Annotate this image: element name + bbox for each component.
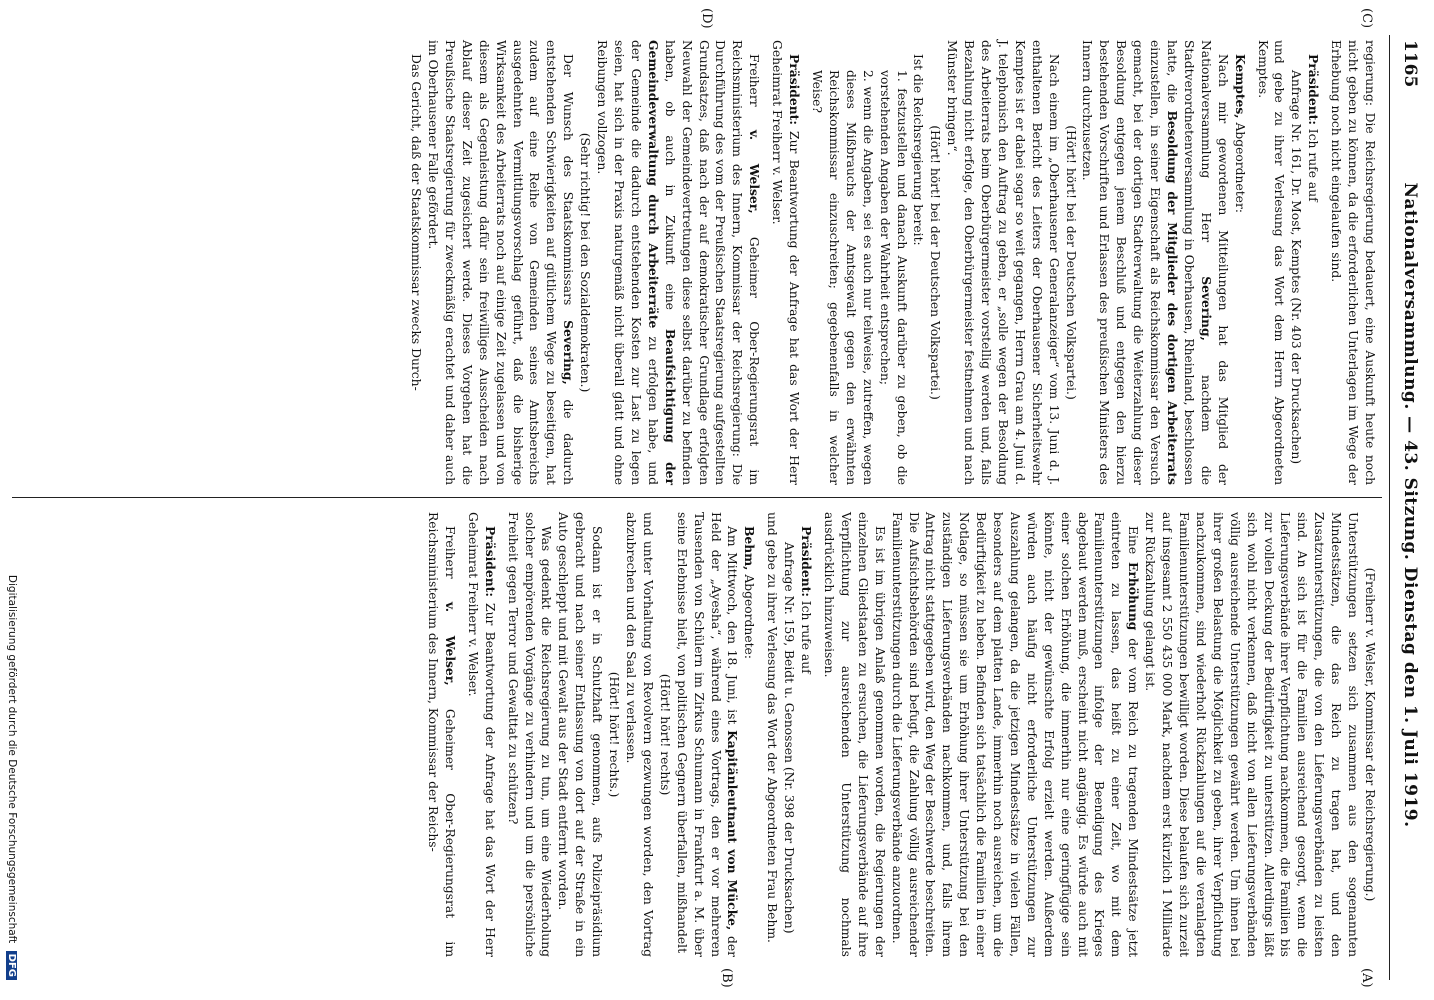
paragraph: Ist die Reichsregierung bereit: bbox=[911, 54, 926, 246]
text: nachdem die Stadtverordnetenversammlung in Oberhausen, Rheinland, beschlossen hatte, die bbox=[1165, 40, 1213, 485]
digitization-credit bbox=[6, 0, 18, 1000]
page-header bbox=[1394, 40, 1424, 970]
list-item: 1. festzustellen und danach Auskunft darüber zu geben, ob die vorstehenden Angaben der Wahrheit entsprechen; bbox=[877, 70, 909, 485]
text: Am Mittwoch, den 18. Juni, ist bbox=[725, 526, 740, 731]
speaker-continuation: (Freiherr v. Welser, Kommissar der Reichsregierung.) bbox=[1363, 567, 1377, 902]
text: Geheimer Ober-Regierungsrat im Reichsministerium des Innern, Kommissar der Reichs- bbox=[426, 512, 457, 957]
text: die dadurch entstehenden Schwierigkeiten auf gütlichem Wege zu beseitigen, hat zudem auf eine Reihe von Gemeinden seines Amtsbereichs ausgedehnten Vermittlungsvorschlag geführt, daß die bisherige Wirksamkeit des Arbeiterrats noch auf einige Zeit zugelassen und von diesem als Gegenleistung dafür sein freiwilliges Ausscheiden nach Ablauf dieser Zeit zugesichert werde. Dieses Vorgehen hat die Preußische Staatsregierung für zweckmäßig erachtet und daher auch im Oberhausener Falle gefördert. bbox=[426, 40, 576, 485]
text: Geheimer Ober-Regierungsrat im Reichsministerium des Innern, Kommissar der Reichsregierung: Die Durchführung des vom der Preußischen Staatsregierung aufgestellten Grundsatzes, daß nach der auf demokratischer Grundlage erfolgten Neuwahl der Gemeindevertretungen diese selbst darüber zu befinden haben, ob auch in Zukunft eine bbox=[662, 40, 762, 485]
column-divider bbox=[12, 497, 1382, 498]
paragraph bbox=[740, 512, 757, 957]
speaker: Kemptes, bbox=[1232, 54, 1248, 119]
paragraph: Nach einem im „Oberhausener Generalanzeiger“ vom 13. Juni d. J. enthaltenen Bericht des Leiters der Oberhausener Sicherheitswehr Kemptes ist er dabei sogar so weit gegangen, Herrn Grau am 4. Juni d. J. telephonisch den Auftrag zu geben, er „solle wegen der Besoldung des Arbeiterrats beim Oberbürgermeister vorstellig werden und, falls Bezahlung nicht erfolge, den Oberbürgermeister festnehmen und nach Münster bringen“. bbox=[945, 40, 1061, 485]
margin-mark-a: (A) bbox=[1359, 968, 1374, 988]
speaker: Präsident: bbox=[1306, 54, 1322, 125]
speaker: Behm, bbox=[742, 526, 758, 571]
paragraph bbox=[593, 40, 762, 485]
paragraph bbox=[673, 512, 741, 957]
right-column bbox=[424, 512, 1378, 957]
bold-text: Severing, bbox=[1198, 276, 1214, 341]
margin-mark-b: (B) bbox=[719, 968, 734, 988]
paragraph: und gebe zu ihrer Verlesung das Wort der Abgeordneten Frau Behm. bbox=[765, 512, 780, 943]
inquiry-reference: Anfrage Nr. 161, Dr. Most, Kemptes (Nr. 403 der Drucksachen) bbox=[1289, 70, 1304, 465]
text: Abgeordnete: bbox=[742, 570, 757, 659]
text: Nach mir gewordenen Mitteilungen hat das Mitglied der Nationalversammlung Herr bbox=[1198, 40, 1230, 485]
paragraph: und unter Vorhaltung von Revolvern gezwungen worden, den Vortrag abzubrechen und den Saal zu verlassen. bbox=[624, 512, 655, 957]
text: Freiherr bbox=[442, 526, 457, 602]
bold-text: Kapitänleutnant von Mücke, bbox=[725, 730, 741, 931]
bold-text: Erhöhung bbox=[1126, 561, 1142, 631]
speaker: Präsident: bbox=[482, 526, 498, 597]
paragraph: regierung: Die Reichsregierung bedauert, eine Auskunft heute noch nicht geben zu können, da die erforderlichen Unterlagen im Wege der Erhebung noch nicht eingelaufen sind. bbox=[1329, 40, 1377, 485]
paragraph: Es ist im übrigen Anlaß genommen worden, die Regierungen der einzelnen Gliedstaaten zu ersuchen, die Lieferungsverbände auf ihre Verpflichtung zur ausreichenden Unterstützung nochmals ausdrücklich hinzuweisen. bbox=[822, 512, 887, 957]
interjection: (Hört! hört! bei der Deutschen Volkspartei.) bbox=[928, 125, 943, 400]
paragraph: Was gedenkt die Reichsregierung zu tun, um eine Wiederholung solcher empörenden Vorgänge zu verhindern und um die persönliche Freiheit gegen Terror und Gewalttat zu schützen? bbox=[505, 512, 554, 957]
interjection: (Hört! hört! bei der Deutschen Volkspartei.) bbox=[1063, 125, 1078, 400]
bold-text: Severing, bbox=[561, 320, 577, 385]
paragraph bbox=[1304, 40, 1321, 485]
margin-mark-c: (C) bbox=[1359, 8, 1374, 29]
text: Abgeordneter: bbox=[1232, 118, 1247, 213]
credit-text: Digitalisierung gefördert durch die Deutsche Forschungsgemeinschaft bbox=[6, 574, 18, 944]
text: einzustellen, in seiner Eigenschaft als Reichskommissar den Versuch gemacht, bei der dortigen Stadtverwaltung die Weiterzahlung dieser Besoldung entgegen jenem Beschluß und entgegen den hierzu bestehenden Vorschriften und Erlassen des preußischen Ministers des Innern durchzusetzen. bbox=[1080, 40, 1163, 485]
bold-text: Beaufsichtigung der Gemeindeverwaltung durch Arbeiterräte bbox=[645, 40, 678, 485]
speaker: v. Welser, bbox=[442, 601, 458, 686]
speaker: Präsident: bbox=[799, 526, 815, 597]
left-column bbox=[407, 40, 1378, 485]
text: Ich rufe auf bbox=[1306, 124, 1321, 202]
paragraph bbox=[424, 40, 576, 485]
paragraph bbox=[1079, 40, 1231, 485]
speaker: v. Welser, bbox=[747, 129, 763, 214]
inquiry-reference: Anfrage Nr. 159, Beidt u. Genossen (Nr. 398 der Drucksachen) bbox=[782, 542, 797, 934]
paragraph: Unterstützungen setzen sich zusammen aus den sogenannten Mindestsätzen, die das Reich zu tragen hat, und den Zusatzunterstützungen, die von den Lieferungsverbänden zu leisten sind. An sich ist für die Familien ausreichend gesorgt, wenn die Lieferungsverbände ihrer Verpflichtung nachkommen, die Familien bis zur vollen Deckung der Bedürftigkeit zu unterstützen. Allerdings läßt sich wohl nicht verkennen, daß nicht von allen Lieferungsverbänden völlig ausreichende Unterstützungen gewährt werden. Um ihnen bei ihrer großen Belastung die Möglichkeit zu geben, ihrer Verpflichtung nachzukommen, sind wiederholt Rückzahlungen auf die veranlagten Familienunterstützungen bewilligt worden. Diese belaufen sich zurzeit auf insgesamt 2 550 435 000 Mark, nachdem erst kürzlich 1 Milliarde zur Rückzahlung gelangt ist. bbox=[1143, 512, 1361, 957]
paragraph bbox=[888, 512, 1142, 957]
interjection: (Hört! hört! rechts) bbox=[657, 673, 672, 796]
interjection: (Sehr richtig! bei den Sozialdemokraten.) bbox=[578, 132, 593, 393]
paragraph bbox=[797, 512, 814, 957]
paragraph bbox=[1231, 40, 1248, 485]
paragraph bbox=[768, 40, 802, 485]
text: Ich rufe auf bbox=[799, 596, 814, 674]
page-number: 1165 bbox=[1400, 40, 1420, 88]
text: Freiherr bbox=[747, 54, 762, 130]
margin-mark-d: (D) bbox=[699, 8, 714, 29]
text: zu erfolgen habe, und der Gemeinde die dadurch entstehenden Kosten zur Last zu legen seien, hat sich in der Praxis naturgemäß nicht überall glatt und ohne Reibungen vollzogen. bbox=[595, 40, 660, 485]
dfg-logo: DFG bbox=[6, 951, 17, 980]
text: Zur Beantwortung der Anfrage hat das Wort der Herr Geheimrat Freiherr v. Welser. bbox=[770, 40, 802, 485]
list-item: 2. wenn die Angaben, sei es auch nur teilweise, zutreffen, wegen dieses Mißbrauchs der Amtsgewalt gegen den erwähnten Reichskommissar einzuschreiten; gegebenenfalls in welcher Weise? bbox=[810, 70, 875, 485]
text: Zur Beantwortung der Anfrage hat das Wort der Herr Geheimrat Freiherr v. Welser. bbox=[465, 512, 497, 957]
header-rule bbox=[1389, 35, 1390, 980]
text: der Held der „Ayesha“, während eines Vortrags, den er vor mehreren Tausenden von Schülern im Zirkus Schumann in Frankfurt a. M. über seine Erlebnisse hielt, von politischen Gegnern überfallen, mißhandelt bbox=[674, 512, 740, 958]
bold-text: Besoldung der Mitglieder des dortigen Arbeiterrats bbox=[1165, 110, 1181, 485]
text: Eine bbox=[1126, 526, 1141, 562]
text: Der Wunsch des Staatskommissars bbox=[561, 54, 576, 321]
page-title: Nationalversammlung. — 43. Sitzung. Dienstag den 1. Juli 1919. bbox=[1400, 182, 1420, 828]
speaker: Präsident: bbox=[787, 54, 803, 125]
paragraph bbox=[424, 512, 458, 957]
text: der vom Reich zu tragenden Mindestsätze jetzt eintreten zu lassen, das heißt zu einer Zeit, wo mit dem Familienunterstützungen infolge der Beendigung des Krieges abgebaut werden muß, erscheint nicht angängig. Es würde auch mit einer solchen Erhöhung, die immerhin nur eine geringfügige sein könnte, nicht der gewünschte Erfolg erzielt werden. Außerdem würden auch häufig nicht erforderliche Unterstützungen zur Auszahlung gelangen, da die jetzigen Mindestsätze in vielen Fällen, besonders auf dem platten Lande, immerhin noch ausreichen, um die Bedürftigkeit zu heben. Befinden sich tatsächlich die Familien in einer Notlage, so müssen sie um Erhöhung ihrer Unterstützung bei den zuständigen Lieferungsverbänden nachkommen, und, falls ihrem Antrag nicht stattgegeben wird, den Weg der Beschwerde beschreiten. Die Aufsichtsbehörden sind befugt, die Zahlung völlig ausreichender Familienunterstützungen durch die Lieferungsverbände anzuordnen. bbox=[889, 512, 1141, 958]
paragraph: Sodann ist er in Schutzhaft genommen, aufs Polizeipräsidium gebracht und nach seiner Entlassung von dort auf der Straße in ein Auto geschleppt und mit Gewalt aus der Stadt entfernt worden. bbox=[556, 512, 605, 957]
interjection: (Hört! hört! rechts.) bbox=[607, 671, 622, 798]
paragraph: Das Gericht, daß der Staatskommissar zwecks Durch- bbox=[409, 54, 424, 391]
paragraph bbox=[464, 512, 498, 957]
paragraph: und gebe zu ihrer Verlesung das Wort dem Herrn Abgeordneten Kemptes. bbox=[1255, 40, 1287, 485]
